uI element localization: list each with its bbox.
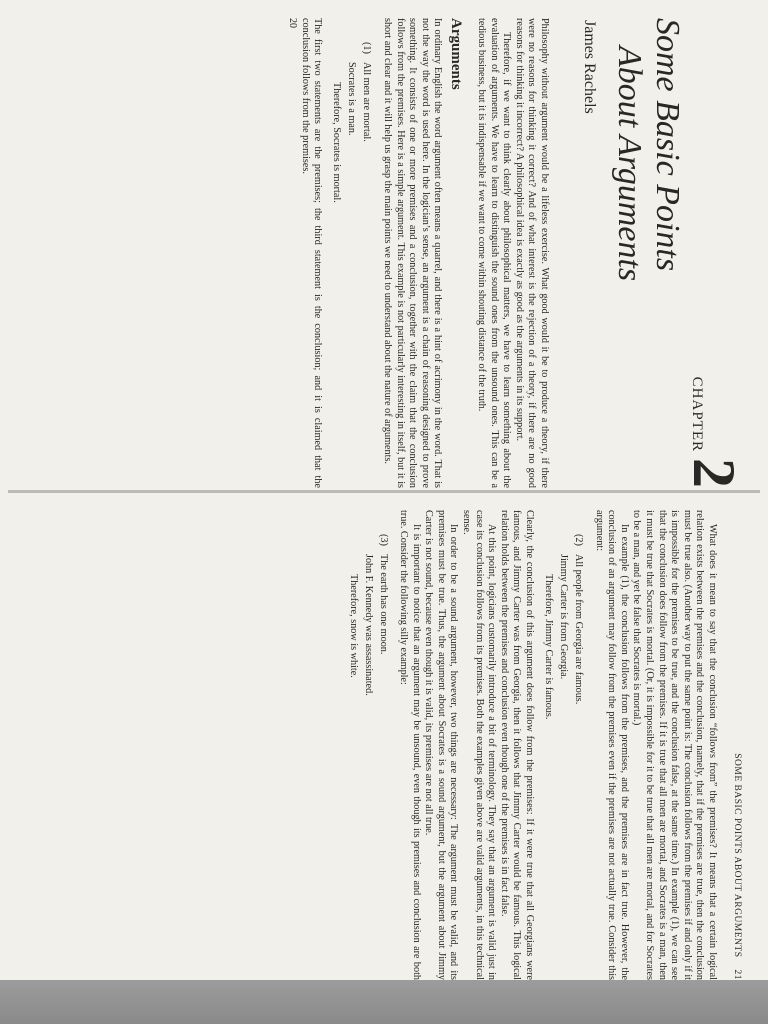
chapter-title-line1: Some Basic Points: [649, 18, 686, 272]
example-1-premise-2: Socrates is a man.: [346, 62, 358, 136]
section-heading: Arguments: [448, 18, 465, 90]
example-2-premise-2: Jimmy Carter is from Georgia.: [558, 554, 570, 680]
running-head-title: SOME BASIC POINTS ABOUT ARGUMENTS: [732, 753, 742, 958]
chapter-heading: [681, 18, 747, 488]
example-2: [541, 534, 586, 980]
example-3: [346, 534, 391, 980]
intro-paragraph-1: Philosophy without argument would be a lifeless exercise. What good would it be to produce a theory, if there were no reasons for thinking it correct? And of what interest is the rejection of a theory, if there are no good reasons for thinking it incorrect? A philosophical idea is exactly as good as the arguments in its support.: [513, 18, 550, 488]
paragraph-example-intro: In example (1), the conclusion follows from the premises, and the premises are in fact true. However, the conclusion of an argument may follow from the premises even if the premises are not actually true. Consider this argument:: [593, 510, 630, 980]
chapter-label: CHAPTER: [689, 376, 705, 452]
example-3-premise-1: The earth has one moon.: [377, 554, 389, 655]
author: James Rachels: [581, 20, 598, 114]
chapter-number: 2: [681, 458, 747, 488]
right-page: [62, 510, 742, 980]
example-2-number: (2): [573, 534, 585, 546]
example-2-conclusion: Therefore, Jimmy Carter is famous.: [543, 574, 555, 720]
running-head: [732, 510, 742, 980]
paragraph-clearly: Clearly, the conclusion of this argument does follow from the premises: If it were true that all Georgians were famous, and Jimmy Carter was from Georgia, then it follows that Jimmy Carter would be famous. This logical relation holds between the premises and conclusion even though one of the premises is in fact false.: [498, 510, 536, 980]
paragraph-follows-from: What does it mean to say that the conclusion “follows from” the premises? It means that a certain logical relation exists between the premises and the conclusion, namely, that if the premises are true, then the conclusion must be true also. (Another way to put the same point is: The conclusion follows from the premises if and only if it is impossible for the premises to be true, and the conclusion false, at the same time.) In example (1), we can see that the conclusion does follow from the premises. If it is true that all men are mortal, and Socrates is a man, then it must be true that Socrates is mortal. (Or, it is impossible for it to be true that all men are mortal, and for Socrates to be a man, and yet be false that Socrates is mortal.): [631, 510, 718, 980]
paragraph-valid: At this point, logicians customarily introduce a bit of terminology. They say that an argument is valid just in case its conclusion follows from its premises. Both the examples given above are valid arguments, in this technical sense.: [461, 510, 498, 980]
example-1: [329, 42, 374, 488]
arguments-paragraph-1: In ordinary English the word argument often means a quarrel, and there is a hint of acrimony in the word. That is not the way the word is used here. In the logician’s sense, an argument is a chain of reasoning designed to prove something. It consists of one or more premises and a conclusion, together with the claim that the conclusion follows from the premises. Here is a simple argument. This example is not particularly interesting in itself, but it is short and clear and it will help us grasp the main points we need to understand about the nature of arguments.: [382, 18, 444, 488]
paragraph-unsound: It is important to notice that an argument may be unsound, even though its premises and conclusion are both true. Consider the following silly example:: [398, 510, 422, 980]
chapter-title-line2: About Arguments: [611, 46, 648, 282]
example-2-premise-1: All people from Georgia are famous.: [573, 554, 585, 705]
scanner-edge: [0, 980, 768, 1024]
example-3-premise-2: John F. Kennedy was assassinated.: [362, 554, 374, 696]
example-3-conclusion: Therefore, snow is white.: [347, 574, 359, 678]
example-1-premise-1: All men are mortal.: [361, 62, 373, 142]
page-fold: [8, 490, 760, 493]
paragraph-sound: In order to be a sound argument, however, two things are necessary: The argument must be valid, and its premises must be true. Thus, the argument about Socrates is a sound argument, but the argument about Jimmy Carter is not sound, because even though it is valid, its premises are not all true.: [423, 510, 460, 980]
page-number-right: 21: [732, 969, 742, 980]
left-page: [62, 18, 747, 488]
example-1-number: (1): [361, 42, 373, 54]
example-3-number: (3): [377, 534, 389, 546]
intro-paragraph-2: Therefore, if we want to think clearly about philosophical matters, we have to learn something about the evaluation of arguments. We have to learn to distinguish the sound ones from the unsound ones. This can be a tedious business, but it is indispensable if we want to come within shouting distance of the truth.: [476, 18, 513, 488]
example-1-conclusion: Therefore, Socrates is mortal.: [331, 82, 343, 203]
page-number-left: 20: [287, 18, 299, 28]
arguments-paragraph-2: The first two statements are the premises; the third statement is the conclusion; and it is claimed that the conclusion follows from the premises.: [299, 18, 324, 488]
